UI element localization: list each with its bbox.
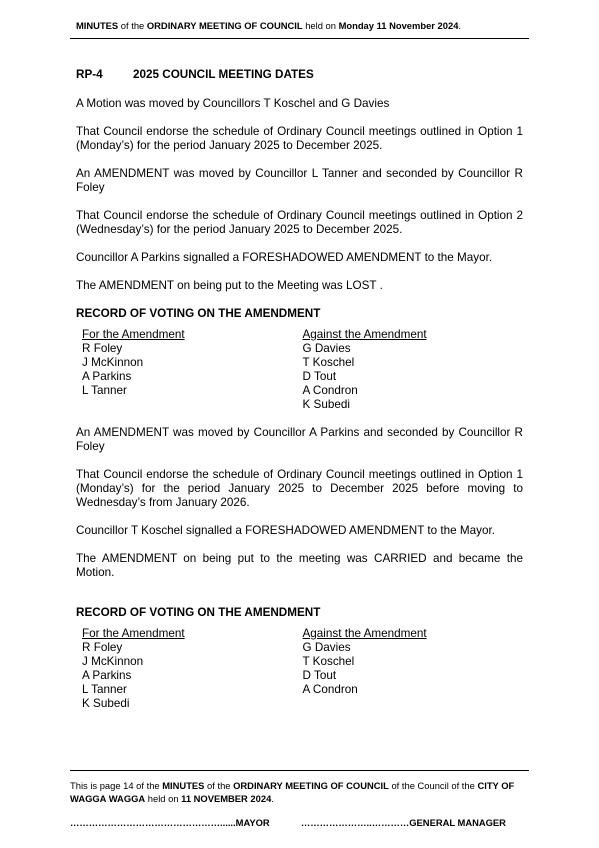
footer-text: . xyxy=(271,793,274,804)
header-text: of the xyxy=(118,20,147,31)
for-column-2 xyxy=(82,627,303,711)
header-text: ORDINARY MEETING OF COUNCIL xyxy=(146,20,303,31)
paragraph: The AMENDMENT on being put to the Meeting was LOST . xyxy=(76,279,383,292)
paragraph: The AMENDMENT on being put to the meeting was CARRIED and became the Motion. xyxy=(76,552,523,579)
for-column-1 xyxy=(82,328,303,412)
vote-heading-1: RECORD OF VOTING ON THE AMENDMENT xyxy=(76,307,321,320)
gm-label: GENERAL MANAGER xyxy=(409,817,506,828)
against-column-1 xyxy=(303,328,524,412)
councillor-against: T Koschel xyxy=(302,356,355,369)
vote-heading-2: RECORD OF VOTING ON THE AMENDMENT xyxy=(76,606,321,619)
page-footer xyxy=(70,779,526,805)
councillor-against: A Condron xyxy=(302,384,358,397)
paragraph: That Council endorse the schedule of Ordinary Council meetings outlined in Option 1 (Monday’s) for the period January 2025 to December 2025. xyxy=(76,125,523,152)
councillor-against: D Tout xyxy=(302,370,337,383)
councillor-for: J McKinnon xyxy=(82,655,144,668)
footer-text: of the Council of the xyxy=(388,780,478,791)
paragraph: A Motion was moved by Councillors T Koschel and G Davies xyxy=(76,97,390,110)
item-number: RP-4 xyxy=(76,68,103,81)
footer-text: This is page 14 of the xyxy=(70,780,163,791)
against-column-2 xyxy=(303,627,524,711)
councillor-for: L Tanner xyxy=(82,683,127,696)
paragraph: That Council endorse the schedule of Ordinary Council meetings outlined in Option 1 (Monday’s) for the period January 2025 to December 2025 before moving to Wednesday’s from January 2026. xyxy=(76,468,523,509)
section-second-amendment xyxy=(76,426,523,580)
paragraph: An AMENDMENT was moved by Councillor L Tanner and seconded by Councillor R Foley xyxy=(76,167,523,194)
councillor-for: J McKinnon xyxy=(82,356,144,369)
paragraph: Councillor T Koschel signalled a FORESHADOWED AMENDMENT to the Mayor. xyxy=(76,524,495,537)
against-heading: Against the Amendment xyxy=(302,328,427,341)
councillor-against: A Condron xyxy=(302,683,358,696)
footer-text: MINUTES xyxy=(162,780,205,791)
councillor-against: K Subedi xyxy=(302,398,350,411)
paragraph: Councillor A Parkins signalled a FORESHADOWED AMENDMENT to the Mayor. xyxy=(76,251,493,264)
item-title: 2025 COUNCIL MEETING DATES xyxy=(133,68,314,81)
councillor-for: R Foley xyxy=(82,342,123,355)
footer-text: of the xyxy=(204,780,234,791)
footer-text: ORDINARY MEETING OF COUNCIL xyxy=(233,780,389,791)
paragraph: That Council endorse the schedule of Ordinary Council meetings outlined in Option 2 (Wednesday’s) for the period January 2025 to December 2025. xyxy=(76,209,523,236)
councillor-against: G Davies xyxy=(302,641,351,654)
minutes-body xyxy=(76,68,523,725)
councillor-for: K Subedi xyxy=(82,697,130,710)
for-heading: For the Amendment xyxy=(82,627,185,640)
footer-divider xyxy=(70,770,529,771)
councillor-against: D Tout xyxy=(302,669,337,682)
header-divider xyxy=(70,38,529,39)
footer-text: 11 NOVEMBER 2024 xyxy=(181,793,272,804)
vote-record-1 xyxy=(82,328,523,412)
against-heading: Against the Amendment xyxy=(302,627,427,640)
header-text: MINUTES xyxy=(76,20,119,31)
councillor-against: T Koschel xyxy=(302,655,355,668)
councillor-for: R Foley xyxy=(82,641,123,654)
footer-text: held on xyxy=(145,793,182,804)
item-heading xyxy=(76,68,523,82)
page-header xyxy=(76,20,528,31)
header-text: held on xyxy=(302,20,339,31)
vote-record-2 xyxy=(82,627,523,711)
councillor-for: A Parkins xyxy=(82,370,132,383)
mayor-signature-dots: …………………………………………...... xyxy=(70,817,236,828)
signature-line xyxy=(70,817,526,828)
footer-text: CITY OF WAGGA WAGGA xyxy=(70,780,515,804)
mayor-label: MAYOR xyxy=(235,817,270,828)
councillor-for: A Parkins xyxy=(82,669,132,682)
for-heading: For the Amendment xyxy=(82,328,185,341)
section-first-amendment xyxy=(76,97,523,293)
header-text: . xyxy=(458,20,462,31)
councillor-for: L Tanner xyxy=(82,384,127,397)
gm-signature-dots: …………………..………… xyxy=(300,817,410,828)
paragraph: An AMENDMENT was moved by Councillor A Parkins and seconded by Councillor R Foley xyxy=(76,426,523,453)
header-text: Monday 11 November 2024 xyxy=(338,20,459,31)
councillor-against: G Davies xyxy=(302,342,351,355)
